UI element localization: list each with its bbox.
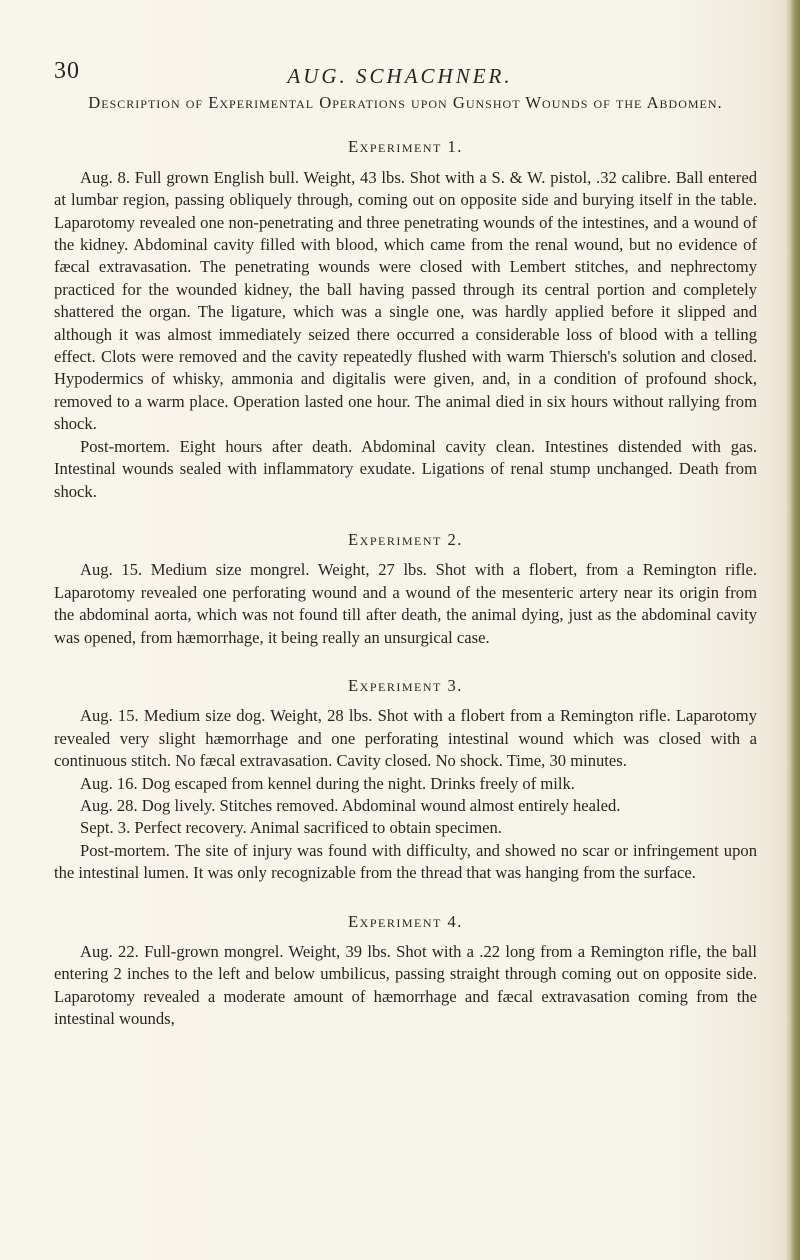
paragraph: Aug. 22. Full-grown mongrel. Weight, 39 lbs. Shot with a .22 long from a Remington rifle, the ball entering 2 inches to the left and below umbilicus, passing straight through coming out on opposite side. Laparotomy revealed a moderate amount of hæmorrhage and fæcal extravasation coming from the intestinal wounds, — [54, 942, 757, 1029]
paragraph: Aug. 15. Medium size mongrel. Weight, 27 lbs. Shot with a flobert, from a Remington rifle. Laparotomy revealed one perforating wound and a wound of the mesenteric artery near its origin from the abdominal aorta, which was not found till after death, the animal dying, just as the abdominal cavity was opened, from hæmorrhage, it being really an unsurgical case. — [54, 560, 757, 647]
body-text — [54, 92, 757, 1057]
experiment-1 — [54, 136, 757, 503]
paragraph: Sept. 3. Perfect recovery. Animal sacrificed to obtain specimen. — [80, 818, 502, 838]
running-head: AUG. SCHACHNER. — [287, 64, 513, 88]
page-number: 30 — [54, 58, 80, 84]
experiment-4 — [54, 911, 757, 1031]
experiment-2-heading: Experiment 2. — [348, 529, 463, 549]
experiment-2 — [54, 529, 757, 649]
paragraph: Post-mortem. The site of injury was found with difficulty, and showed no scar or infringement upon the intestinal lumen. It was only recognizable from the thread that was hanging from the surface. — [54, 840, 757, 883]
experiment-4-heading: Experiment 4. — [348, 911, 463, 931]
paragraph: Aug. 16. Dog escaped from kennel during the night. Drinks freely of milk. — [80, 773, 575, 793]
experiment-3 — [54, 675, 757, 885]
experiment-1-heading: Experiment 1. — [348, 137, 463, 157]
paragraph: Post-mortem. Eight hours after death. Abdominal cavity clean. Intestines distended with gas. Intestinal wounds sealed with inflammatory exudate. Ligations of renal stump unchanged. Death from shock. — [54, 436, 757, 501]
experiment-3-heading: Experiment 3. — [348, 675, 463, 695]
page-edge-binding — [786, 0, 800, 1260]
paragraph: Aug. 8. Full grown English bull. Weight, 43 lbs. Shot with a S. & W. pistol, .32 calibre. Ball entered at lumbar region, passing obliquely through, coming out on opposite side and burying itself in the table. Laparotomy revealed one non-penetrating and three penetrating wounds of the intestines, and a wound of the kidney. Abdominal cavity filled with blood, which came from the renal wound, but no evidence of fæcal extravasation. The penetrating wounds were closed with Lembert stitches, and nephrectomy practiced for the wounded kidney, the ball having passed through its central portion and completely shattered the organ. The ligature, which was a single one, was hardly applied before it slipped and although it was almost immediately seized there occurred a considerable loss of blood with a telling effect. Clots were removed and the cavity repeatedly flushed with warm Thiersch's solution and closed. Hypodermics of whisky, ammonia and digitalis were given, and, in a condition of profound shock, removed to a warm place. Operation lasted one hour. The animal died in six hours without rallying from shock. — [54, 167, 757, 434]
paragraph: Aug. 28. Dog lively. Stitches removed. Abdominal wound almost entirely healed. — [80, 795, 621, 815]
paragraph: Aug. 15. Medium size dog. Weight, 28 lbs. Shot with a flobert from a Remington rifle. Laparotomy revealed very slight hæmorrhage and one perforating intestinal wound which was closed with a continuous stitch. No fæcal extravasation. Cavity closed. No shock. Time, 30 minutes. — [54, 706, 757, 771]
article-title: Description of Experimental Operations upon Gunshot Wounds of the Abdomen. — [88, 93, 723, 112]
